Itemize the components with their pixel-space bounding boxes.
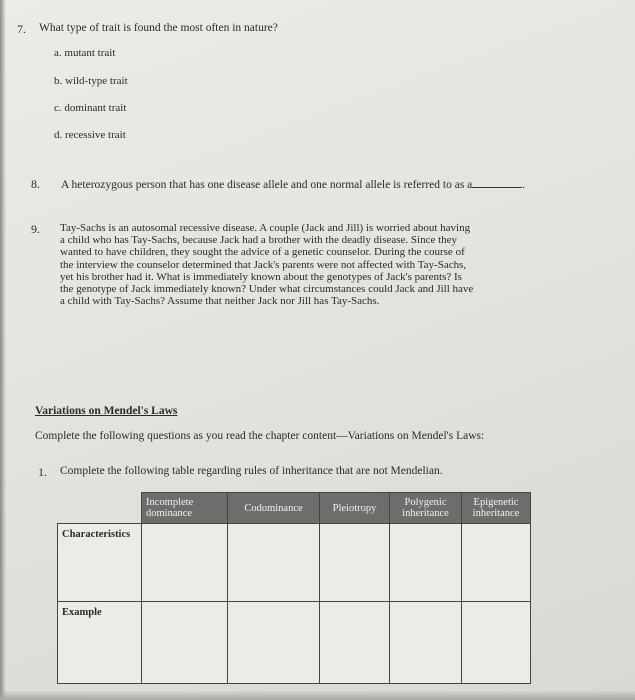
page-bottom-shadow bbox=[0, 690, 635, 700]
question-9-line: wanted to have children, they sought the advice of a genetic counselor. During the course of bbox=[60, 246, 465, 259]
answer-cell[interactable] bbox=[390, 524, 462, 602]
question-7-option-a: a. mutant trait bbox=[54, 47, 116, 59]
question-1-number: 1. bbox=[38, 465, 47, 479]
question-9-paragraph bbox=[60, 222, 565, 307]
row-label-example: Example bbox=[58, 602, 142, 684]
question-9-line: a child with Tay-Sachs? Assume that neither Jack nor Jill has Tay-Sachs. bbox=[60, 295, 380, 308]
header-pleiotropy: Pleiotropy bbox=[320, 493, 390, 524]
answer-cell[interactable] bbox=[390, 602, 462, 684]
question-9-line: Tay-Sachs is an autosomal recessive disease. A couple (Jack and Jill) is worried about having bbox=[60, 222, 471, 234]
table-corner-cell bbox=[58, 493, 142, 524]
question-7-number: 7. bbox=[17, 22, 26, 36]
page-edge-shadow bbox=[0, 0, 6, 700]
row-label-characteristics: Characteristics bbox=[58, 524, 142, 602]
answer-cell[interactable] bbox=[228, 524, 320, 602]
question-9-line: the interview the counselor determined that Jack's parents were not affected with Tay-Sachs, bbox=[60, 258, 467, 271]
question-7-text: What type of trait is found the most often in nature? bbox=[39, 22, 278, 34]
question-9-line: the genotype of Jack immediately known? Under what circumstances could Jack and Jill have bbox=[60, 283, 474, 296]
table-row bbox=[58, 602, 531, 684]
section-heading: Variations on Mendel's Laws bbox=[35, 405, 178, 417]
question-8-end: . bbox=[522, 179, 526, 191]
question-8-line bbox=[61, 177, 525, 191]
header-polygenic-inheritance: Polygenic inheritance bbox=[390, 493, 462, 524]
table-row bbox=[58, 524, 531, 602]
question-9-line: yet his brother had it. What is immediately known about the genotypes of Jack's parents? Is bbox=[60, 270, 462, 283]
section-instruction: Complete the following questions as you read the chapter content—Variations on Mendel's Laws: bbox=[35, 430, 485, 442]
question-8-text: A heterozygous person that has one disease allele and one normal allele is referred to as a bbox=[61, 179, 473, 191]
answer-cell[interactable] bbox=[228, 602, 320, 684]
question-1-text: Complete the following table regarding rules of inheritance that are not Mendelian. bbox=[60, 465, 443, 477]
question-8-number: 8. bbox=[31, 177, 40, 191]
answer-cell[interactable] bbox=[320, 602, 390, 684]
table-header-row bbox=[58, 493, 531, 524]
answer-cell[interactable] bbox=[142, 524, 228, 602]
header-epigenetic-inheritance: Epigenetic inheritance bbox=[462, 493, 531, 524]
answer-cell[interactable] bbox=[142, 602, 228, 684]
answer-blank bbox=[472, 177, 522, 188]
header-codominance: Codominance bbox=[228, 493, 320, 524]
answer-cell[interactable] bbox=[320, 524, 390, 602]
answer-cell[interactable] bbox=[462, 602, 531, 684]
question-7-option-b: b. wild-type trait bbox=[54, 75, 128, 87]
answer-cell[interactable] bbox=[462, 524, 531, 602]
inheritance-table bbox=[57, 492, 531, 684]
question-9-number: 9. bbox=[31, 222, 40, 236]
question-7-option-c: c. dominant trait bbox=[54, 102, 127, 114]
question-9-line: a child who has Tay-Sachs, because Jack had a brother with the deadly disease. Since they bbox=[60, 234, 458, 247]
question-7-option-d: d. recessive trait bbox=[54, 129, 126, 141]
header-incomplete-dominance: Incomplete dominance bbox=[142, 493, 228, 524]
